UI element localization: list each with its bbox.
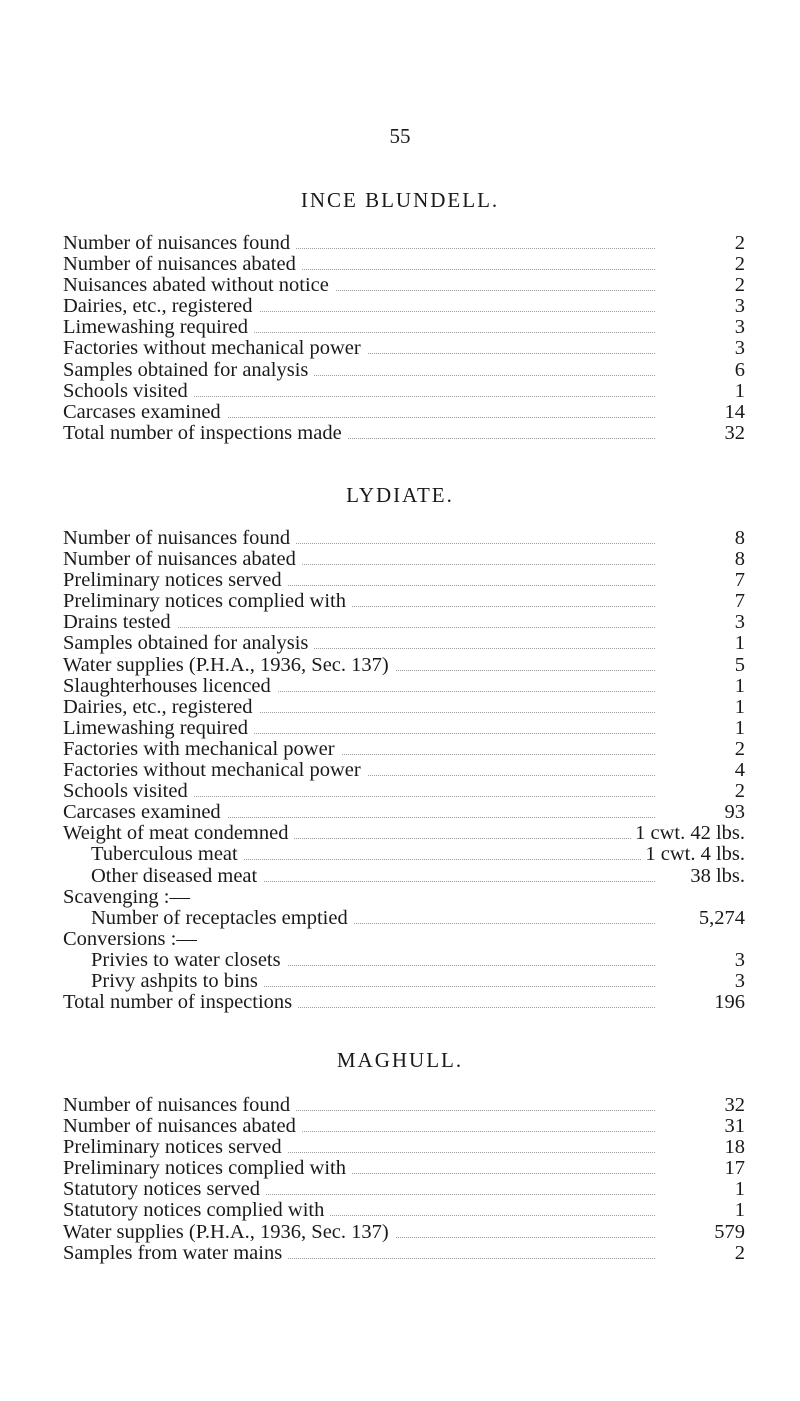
list-item bbox=[63, 676, 745, 697]
list-item bbox=[63, 844, 745, 865]
row-value: 5,274 bbox=[695, 908, 745, 929]
row-value: 2 bbox=[731, 254, 745, 275]
row-label: Statutory notices complied with bbox=[63, 1200, 330, 1221]
row-label: Number of nuisances abated bbox=[63, 549, 302, 570]
list-item bbox=[63, 254, 745, 275]
row-label: Limewashing required bbox=[63, 718, 254, 739]
list-item bbox=[63, 739, 745, 760]
row-value: 4 bbox=[731, 760, 745, 781]
list-item bbox=[63, 866, 745, 887]
row-label: Carcases examined bbox=[63, 402, 227, 423]
row-value: 3 bbox=[731, 950, 745, 971]
list-item bbox=[63, 1095, 745, 1116]
row-value: 32 bbox=[721, 1095, 746, 1116]
row-value: 196 bbox=[710, 992, 745, 1013]
row-label: Weight of meat condemned bbox=[63, 823, 294, 844]
row-value: 2 bbox=[731, 233, 745, 254]
row-value: 1 bbox=[731, 633, 745, 654]
row-value: 7 bbox=[731, 570, 745, 591]
list-item bbox=[63, 760, 745, 781]
row-label: Schools visited bbox=[63, 381, 194, 402]
list-item bbox=[63, 781, 745, 802]
section-title-lydiate: LYDIATE. bbox=[346, 483, 454, 507]
row-value: 32 bbox=[721, 423, 746, 444]
list-item bbox=[63, 992, 745, 1013]
row-label: Preliminary notices complied with bbox=[63, 591, 352, 612]
lydiate-list bbox=[63, 528, 745, 1013]
section-title-maghull: MAGHULL. bbox=[336, 1048, 464, 1072]
row-label: Number of nuisances found bbox=[63, 233, 296, 254]
row-label: Factories without mechanical power bbox=[63, 760, 367, 781]
row-value: 2 bbox=[731, 739, 745, 760]
list-item bbox=[63, 570, 745, 591]
row-label: Water supplies (P.H.A., 1936, Sec. 137) bbox=[63, 1222, 395, 1243]
row-label: Factories without mechanical power bbox=[63, 338, 367, 359]
row-label: Slaughterhouses licenced bbox=[63, 676, 277, 697]
row-label: Preliminary notices served bbox=[63, 570, 288, 591]
row-value: 1 bbox=[731, 697, 745, 718]
section-title-ince-blundell: INCE BLUNDELL. bbox=[300, 188, 500, 212]
row-value: 93 bbox=[721, 802, 746, 823]
row-label: Schools visited bbox=[63, 781, 194, 802]
list-item bbox=[63, 802, 745, 823]
row-label: Carcases examined bbox=[63, 802, 227, 823]
row-value: 17 bbox=[721, 1158, 746, 1179]
list-item bbox=[63, 1137, 745, 1158]
row-label: Conversions :— bbox=[63, 929, 203, 950]
list-item bbox=[63, 929, 745, 950]
list-item bbox=[63, 591, 745, 612]
row-label: Number of nuisances found bbox=[63, 528, 296, 549]
row-value: 3 bbox=[731, 296, 745, 317]
row-value: 1 cwt. 42 lbs. bbox=[631, 823, 745, 844]
row-label: Factories with mechanical power bbox=[63, 739, 341, 760]
row-label: Privies to water closets bbox=[63, 950, 287, 971]
list-item bbox=[63, 528, 745, 549]
list-item bbox=[63, 360, 745, 381]
row-label: Scavenging :— bbox=[63, 887, 196, 908]
list-item bbox=[63, 381, 745, 402]
row-label: Number of nuisances abated bbox=[63, 1116, 302, 1137]
row-label: Tuberculous meat bbox=[63, 844, 244, 865]
list-item bbox=[63, 1179, 745, 1200]
list-item bbox=[63, 1243, 745, 1264]
row-value: 7 bbox=[731, 591, 745, 612]
list-item bbox=[63, 1200, 745, 1221]
list-item bbox=[63, 233, 745, 254]
row-label: Preliminary notices complied with bbox=[63, 1158, 352, 1179]
list-item bbox=[63, 317, 745, 338]
row-label: Total number of inspections bbox=[63, 992, 298, 1013]
row-value: 5 bbox=[731, 655, 745, 676]
row-label: Number of nuisances found bbox=[63, 1095, 296, 1116]
row-label: Total number of inspections made bbox=[63, 423, 348, 444]
ince-blundell-list bbox=[63, 233, 745, 444]
list-item bbox=[63, 823, 745, 844]
row-value: 1 bbox=[731, 1200, 745, 1221]
list-item bbox=[63, 950, 745, 971]
row-label: Samples obtained for analysis bbox=[63, 360, 314, 381]
row-value: 31 bbox=[721, 1116, 746, 1137]
row-label: Preliminary notices served bbox=[63, 1137, 288, 1158]
list-item bbox=[63, 908, 745, 929]
list-item bbox=[63, 549, 745, 570]
row-value: 2 bbox=[731, 1243, 745, 1264]
row-value: 14 bbox=[721, 402, 746, 423]
list-item bbox=[63, 296, 745, 317]
list-item bbox=[63, 338, 745, 359]
row-value: 6 bbox=[731, 360, 745, 381]
list-item bbox=[63, 718, 745, 739]
row-label: Drains tested bbox=[63, 612, 177, 633]
row-label: Statutory notices served bbox=[63, 1179, 266, 1200]
row-label: Other diseased meat bbox=[63, 866, 263, 887]
row-label: Samples obtained for analysis bbox=[63, 633, 314, 654]
row-label: Limewashing required bbox=[63, 317, 254, 338]
row-value: 3 bbox=[731, 317, 745, 338]
list-item bbox=[63, 1158, 745, 1179]
list-item bbox=[63, 697, 745, 718]
row-label: Samples from water mains bbox=[63, 1243, 288, 1264]
row-value: 2 bbox=[731, 781, 745, 802]
row-label: Number of nuisances abated bbox=[63, 254, 302, 275]
list-item bbox=[63, 402, 745, 423]
row-value: 3 bbox=[731, 612, 745, 633]
list-item bbox=[63, 1116, 745, 1137]
page-number: 55 bbox=[389, 124, 411, 148]
row-value: 3 bbox=[731, 338, 745, 359]
row-value: 8 bbox=[731, 549, 745, 570]
row-label: Water supplies (P.H.A., 1936, Sec. 137) bbox=[63, 655, 395, 676]
row-value: 3 bbox=[731, 971, 745, 992]
row-value: 1 cwt. 4 lbs. bbox=[641, 844, 745, 865]
list-item bbox=[63, 275, 745, 296]
row-value: 1 bbox=[731, 676, 745, 697]
list-item bbox=[63, 423, 745, 444]
row-value: 579 bbox=[710, 1222, 745, 1243]
row-value: 1 bbox=[731, 718, 745, 739]
row-value: 1 bbox=[731, 381, 745, 402]
list-item bbox=[63, 1222, 745, 1243]
row-value: 2 bbox=[731, 275, 745, 296]
row-label: Number of receptacles emptied bbox=[63, 908, 354, 929]
row-label: Nuisances abated without notice bbox=[63, 275, 335, 296]
list-item bbox=[63, 612, 745, 633]
row-value: 1 bbox=[731, 1179, 745, 1200]
row-label: Dairies, etc., registered bbox=[63, 296, 259, 317]
row-value: 18 bbox=[721, 1137, 746, 1158]
row-label: Dairies, etc., registered bbox=[63, 697, 259, 718]
list-item bbox=[63, 655, 745, 676]
list-item bbox=[63, 887, 745, 908]
maghull-list bbox=[63, 1095, 745, 1264]
row-label: Privy ashpits to bins bbox=[63, 971, 264, 992]
list-item bbox=[63, 633, 745, 654]
row-value: 38 lbs. bbox=[686, 866, 745, 887]
list-item bbox=[63, 971, 745, 992]
row-value: 8 bbox=[731, 528, 745, 549]
